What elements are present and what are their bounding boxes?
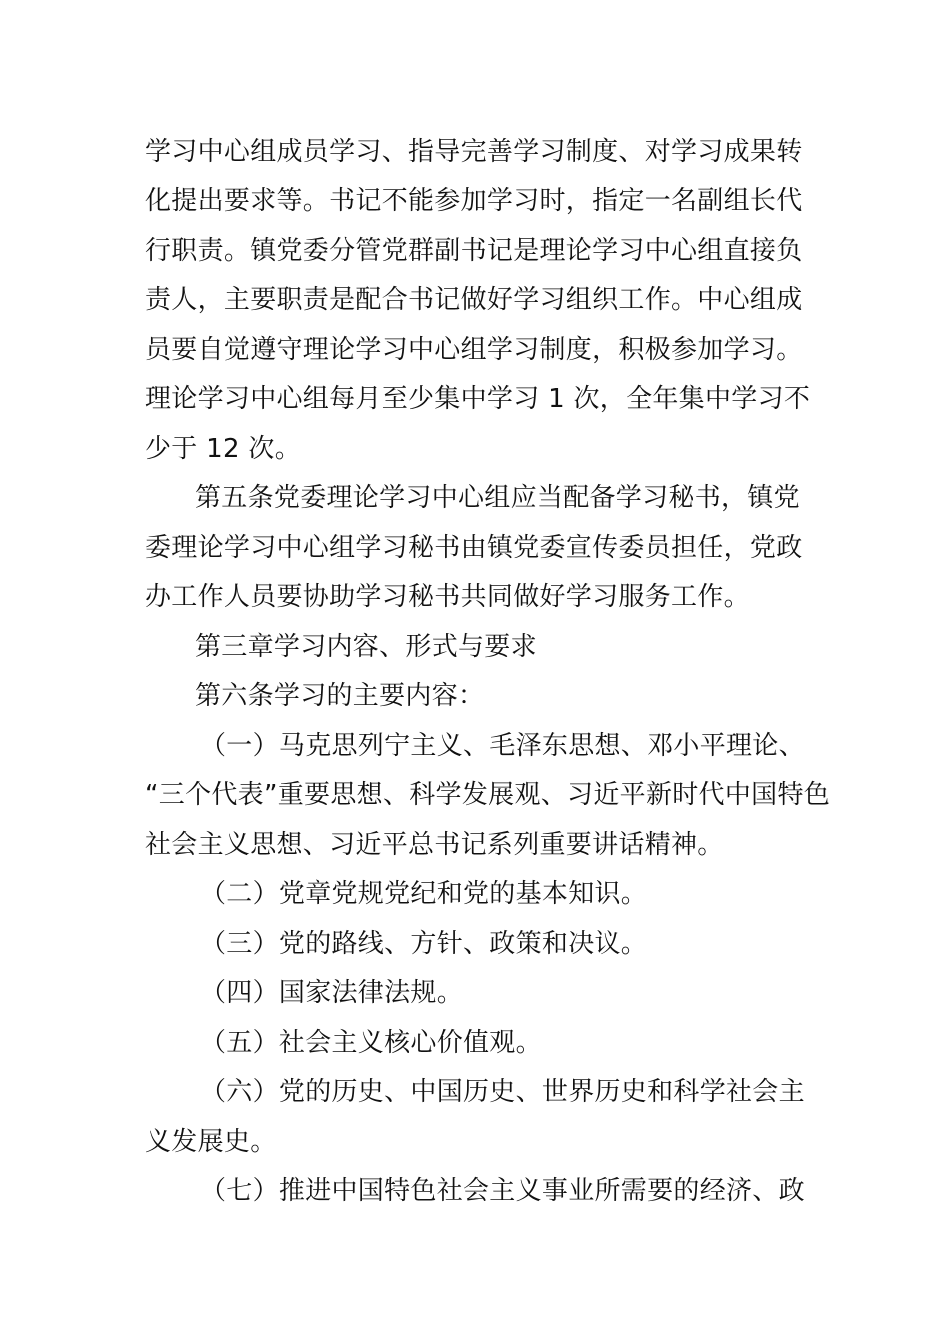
article-five-heading: 第五条党委理论学习中心组应当配备学习秘书，镇党 xyxy=(195,483,800,513)
chapter-three-heading: 第三章学习内容、形式与要求 xyxy=(195,632,537,662)
text-line: 化提出要求等。书记不能参加学习时，指定一名副组长代 xyxy=(145,186,803,216)
list-item-1: （一）马克思列宁主义、毛泽东思想、邓小平理论、 xyxy=(200,731,805,761)
list-item-7: （七）推进中国特色社会主义事业所需要的经济、政 xyxy=(200,1176,805,1206)
text-line: 办工作人员要协助学习秘书共同做好学习服务工作。 xyxy=(145,582,750,612)
text-line: 委理论学习中心组学习秘书由镇党委宣传委员担任，党政 xyxy=(145,533,803,563)
text-line: 义发展史。 xyxy=(145,1127,277,1157)
text-line: 责人，主要职责是配合书记做好学习组织工作。中心组成 xyxy=(145,285,803,315)
text-line: 理论学习中心组每月至少集中学习 1 次，全年集中学习不 xyxy=(145,384,811,414)
text-line: 少于 12 次。 xyxy=(145,434,302,464)
article-six-heading: 第六条学习的主要内容： xyxy=(195,681,485,711)
list-item-2: （二）党章党规党纪和党的基本知识。 xyxy=(200,879,648,909)
list-item-5: （五）社会主义核心价值观。 xyxy=(200,1028,542,1058)
list-item-4: （四）国家法律法规。 xyxy=(200,978,464,1008)
list-item-6: （六）党的历史、中国历史、世界历史和科学社会主 xyxy=(200,1077,805,1107)
list-item-3: （三）党的路线、方针、政策和决议。 xyxy=(200,929,648,959)
text-line: 社会主义思想、习近平总书记系列重要讲话精神。 xyxy=(145,830,724,860)
text-line: 行职责。镇党委分管党群副书记是理论学习中心组直接负 xyxy=(145,236,803,266)
text-line: “三个代表”重要思想、科学发展观、习近平新时代中国特色 xyxy=(145,780,831,810)
text-line: 员要自觉遵守理论学习中心组学习制度，积极参加学习。 xyxy=(145,335,803,365)
text-line: 学习中心组成员学习、指导完善学习制度、对学习成果转 xyxy=(145,137,803,167)
